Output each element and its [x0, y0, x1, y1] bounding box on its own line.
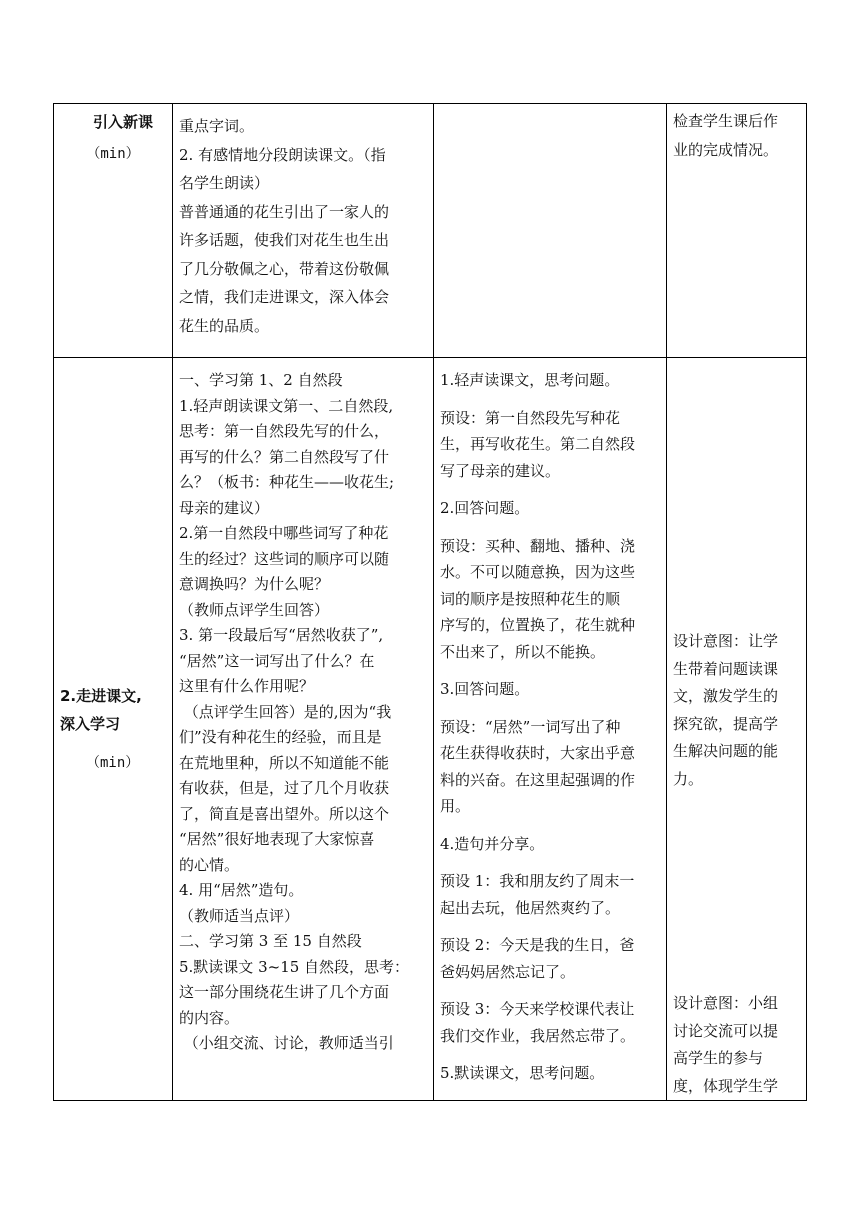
design-line: 力。	[673, 769, 704, 788]
teacher-line: 意调换吗？为什么呢？	[179, 575, 330, 593]
design-line: 生带着问题读课	[673, 659, 779, 678]
teacher-line: 4. 用“居然”造句。	[179, 881, 304, 899]
design-line: 高学生的参与	[673, 1049, 764, 1067]
student-line: 4.造句并分享。	[440, 834, 545, 853]
teacher-line: （教师点评学生回答）	[179, 600, 330, 619]
stage-cell-intro	[54, 104, 172, 357]
design-line: 探究欲，提高学	[673, 714, 779, 733]
teacher-activity-cell	[173, 358, 433, 1100]
student-line: 生，再写收花生。第二自然段	[440, 435, 636, 453]
teacher-line: 普普通通的花生引出了一家人的	[179, 202, 390, 221]
design-intent-cell	[667, 358, 806, 1100]
design-line: 设计意图：小组	[673, 994, 779, 1012]
teacher-line: 花生的品质。	[179, 316, 270, 335]
student-activity-cell-empty	[434, 104, 666, 357]
teacher-line: 么？（板书：种花生——收花生;	[179, 473, 395, 491]
teacher-line: 了几分敬佩之心，带着这份敬佩	[179, 259, 390, 278]
student-line: 花生获得收获时，大家出乎意	[440, 744, 636, 762]
teacher-line: 们”没有种花生的经验，而且是	[179, 728, 382, 746]
student-line: 写了母亲的建议。	[440, 461, 561, 480]
student-line: 2.回答问题。	[440, 499, 530, 517]
stage-title-line1: 2.走进课文,	[60, 687, 142, 705]
teacher-line: 的内容。	[179, 1008, 240, 1027]
student-line: 序写的，位置换了，花生就种	[440, 616, 636, 634]
teacher-line: 2. 有感情地分段朗读课文。（指	[179, 145, 386, 164]
teacher-line: 名学生朗读）	[179, 174, 270, 192]
design-line: 业的完成情况。	[673, 140, 779, 159]
teacher-line: 这一部分围绕花生讲了几个方面	[179, 983, 390, 1001]
student-line: 预设：“居然”一词写出了种	[440, 717, 621, 736]
teacher-line: 的心情。	[179, 855, 240, 874]
teacher-line: “居然”很好地表现了大家惊喜	[179, 830, 375, 848]
stage-time: （min）	[86, 755, 140, 771]
lesson-plan-table	[53, 103, 807, 1101]
stage-title: 引入新课	[92, 113, 153, 131]
design-intent-block-2	[673, 991, 778, 1099]
design-line: 生解决问题的能	[673, 742, 779, 760]
teacher-line: （点评学生回答）是的,因为“我	[179, 702, 392, 721]
student-line: 1.轻声读课文，思考问题。	[440, 371, 620, 389]
teacher-line: 3. 第一段最后写“居然收获了”,	[179, 626, 384, 644]
teacher-line: 1.轻声朗读课文第一、二自然段,	[179, 396, 394, 415]
design-line: 文，激发学生的	[673, 687, 779, 705]
student-line: 3.回答问题。	[440, 680, 530, 698]
student-line: 起出去玩，他居然爽约了。	[440, 898, 621, 917]
teacher-line: 有收获，但是，过了几个月收获	[179, 779, 390, 797]
student-line: 不出来了，所以不能换。	[440, 642, 606, 661]
teacher-line: （小组交流、讨论，教师适当引	[179, 1034, 394, 1052]
student-line: 预设 1：我和朋友约了周末一	[440, 872, 635, 890]
design-line: 度，体现学生学	[673, 1076, 779, 1095]
student-line: 预设：买种、翻地、播种、浇	[440, 536, 636, 555]
student-line: 预设 2：今天是我的生日，爸	[440, 936, 635, 954]
teacher-line: 生的经过？这些词的顺序可以随	[179, 549, 390, 568]
student-line: 水。不可以随意换，因为这些	[440, 563, 636, 581]
teacher-line: 之情，我们走进课文，深入体会	[179, 288, 390, 306]
design-line: 讨论交流可以提	[673, 1021, 779, 1040]
teacher-line: 二、学习第 3 至 15 自然段	[179, 932, 362, 950]
student-line: 我们交作业，我居然忘带了。	[440, 1026, 636, 1045]
student-line: 用。	[440, 797, 471, 815]
student-activity-cell	[434, 358, 666, 1100]
stage-cell-deep-study	[54, 358, 172, 1100]
student-line: 5.默读课文，思考问题。	[440, 1064, 605, 1082]
teacher-line: 思考：第一自然段先写的什么，	[179, 422, 390, 440]
student-line: 词的顺序是按照种花生的顺	[440, 589, 621, 608]
teacher-activity-cell	[173, 104, 433, 357]
stage-time: （min）	[86, 146, 140, 162]
design-intent-cell	[667, 104, 806, 357]
teacher-line: 在荒地里种，所以不知道能不能	[179, 753, 390, 772]
stage-title-line2: 深入学习	[60, 715, 121, 733]
teacher-line: 一、学习第 1、2 自然段	[179, 371, 343, 389]
student-line: 爸妈妈居然忘记了。	[440, 962, 576, 981]
teacher-line: 重点字词。	[179, 117, 255, 135]
design-intent-block-1	[673, 629, 778, 792]
teacher-line: 母亲的建议）	[179, 498, 270, 517]
teacher-line: 5.默读课文 3~15 自然段，思考：	[179, 957, 410, 976]
student-line: 预设 3：今天来学校课代表让	[440, 1000, 635, 1018]
student-line: 预设：第一自然段先写种花	[440, 408, 621, 427]
teacher-line: 了，简直是喜出望外。所以这个	[179, 804, 390, 823]
teacher-line: 2.第一自然段中哪些词写了种花	[179, 524, 389, 542]
teacher-line: 这里有什么作用呢？	[179, 677, 315, 695]
teacher-line: 再写的什么？第二自然段写了什	[179, 447, 390, 466]
design-line: 设计意图：让学	[673, 632, 779, 650]
teacher-line: 许多话题，使我们对花生也生出	[179, 231, 390, 249]
teacher-line: “居然”这一词写出了什么？在	[179, 651, 375, 670]
design-line: 检查学生课后作	[673, 112, 779, 130]
student-line: 料的兴奋。在这里起强调的作	[440, 770, 636, 789]
teacher-line: （教师适当点评）	[179, 906, 300, 925]
